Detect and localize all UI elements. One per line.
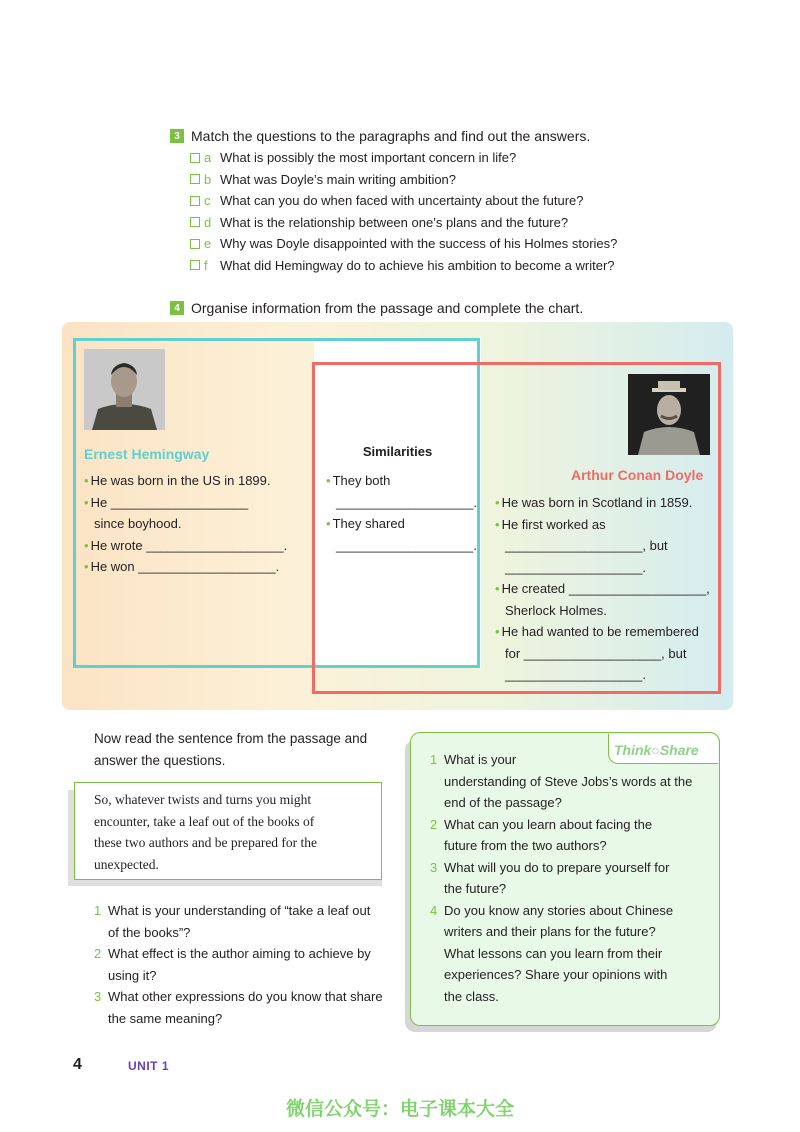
- hemingway-name: Ernest Hemingway: [84, 446, 210, 462]
- exercise-number-badge: 3: [170, 129, 184, 143]
- quote-text: So, whatever twists and turns you might encounter, take a leaf out of the books of these two authors and be prepared for the unexpected.: [94, 792, 318, 872]
- checkbox[interactable]: [190, 260, 200, 270]
- similarities-title: Similarities: [362, 444, 433, 459]
- question-list: [190, 147, 617, 276]
- reading-questions: 1 What is your understanding of “take a leaf out of the books”? 2 What effect is the author aiming to achieve by using it? 3 What other expressions do you know that share the same meaning?: [94, 903, 383, 1026]
- question-row: d What is the relationship between one’s plans and the future?: [190, 212, 617, 234]
- reading-intro: Now read the sentence from the passage and answer the questions.: [94, 731, 368, 768]
- checkbox[interactable]: [190, 196, 200, 206]
- similarities-facts: • They both ___________________. • They shared ___________________.: [326, 473, 477, 553]
- doyle-facts: • He was born in Scotland in 1859. • He first worked as ___________________, but ___________________. • He created ___________________, Sherlock Holmes. • He had wanted to be remembered for ___________________, but ___________________.: [495, 495, 710, 682]
- checkbox[interactable]: [190, 239, 200, 249]
- exercise-4-heading: [170, 300, 583, 316]
- lightbulb-icon: ○: [651, 742, 660, 758]
- question-row: a What is possibly the most important concern in life?: [190, 147, 617, 169]
- think-share-label: Think○Share: [614, 742, 699, 758]
- think-share-questions: 1 What is your understanding of Steve Jobs’s words at the end of the passage? 2 What can you learn about facing the future from the two authors? 3 What will you do to prepare yourself for the future? 4 Do you know any stories about Chinese writers and their plans for the future? What lessons can you learn from their experiences? Share your opinions with the class.: [430, 752, 693, 1004]
- question-row: f What did Hemingway do to achieve his ambition to become a writer?: [190, 255, 617, 277]
- exercise-3-instruction: Match the questions to the paragraphs and find out the answers.: [191, 128, 591, 144]
- exercise-4-instruction: Organise information from the passage and complete the chart.: [191, 300, 584, 316]
- watermark-footer: 微信公众号：电子课本大全: [285, 1099, 514, 1120]
- exercise-number-badge: 4: [170, 301, 184, 315]
- hemingway-facts: • He was born in the US in 1899. • He ___________________ since boyhood. • He wrote ___________________. • He won ___________________.: [84, 473, 288, 574]
- doyle-name: Arthur Conan Doyle: [571, 467, 704, 483]
- checkbox[interactable]: [190, 174, 200, 184]
- question-row: e Why was Doyle disappointed with the success of his Holmes stories?: [190, 233, 617, 255]
- question-row: b What was Doyle’s main writing ambition?: [190, 169, 617, 191]
- question-row: c What can you do when faced with uncertainty about the future?: [190, 190, 617, 212]
- page-number: 4: [73, 1056, 82, 1073]
- unit-label: UNIT 1: [128, 1059, 170, 1073]
- exercise-3-heading: [170, 128, 590, 144]
- checkbox[interactable]: [190, 217, 200, 227]
- checkbox[interactable]: [190, 153, 200, 163]
